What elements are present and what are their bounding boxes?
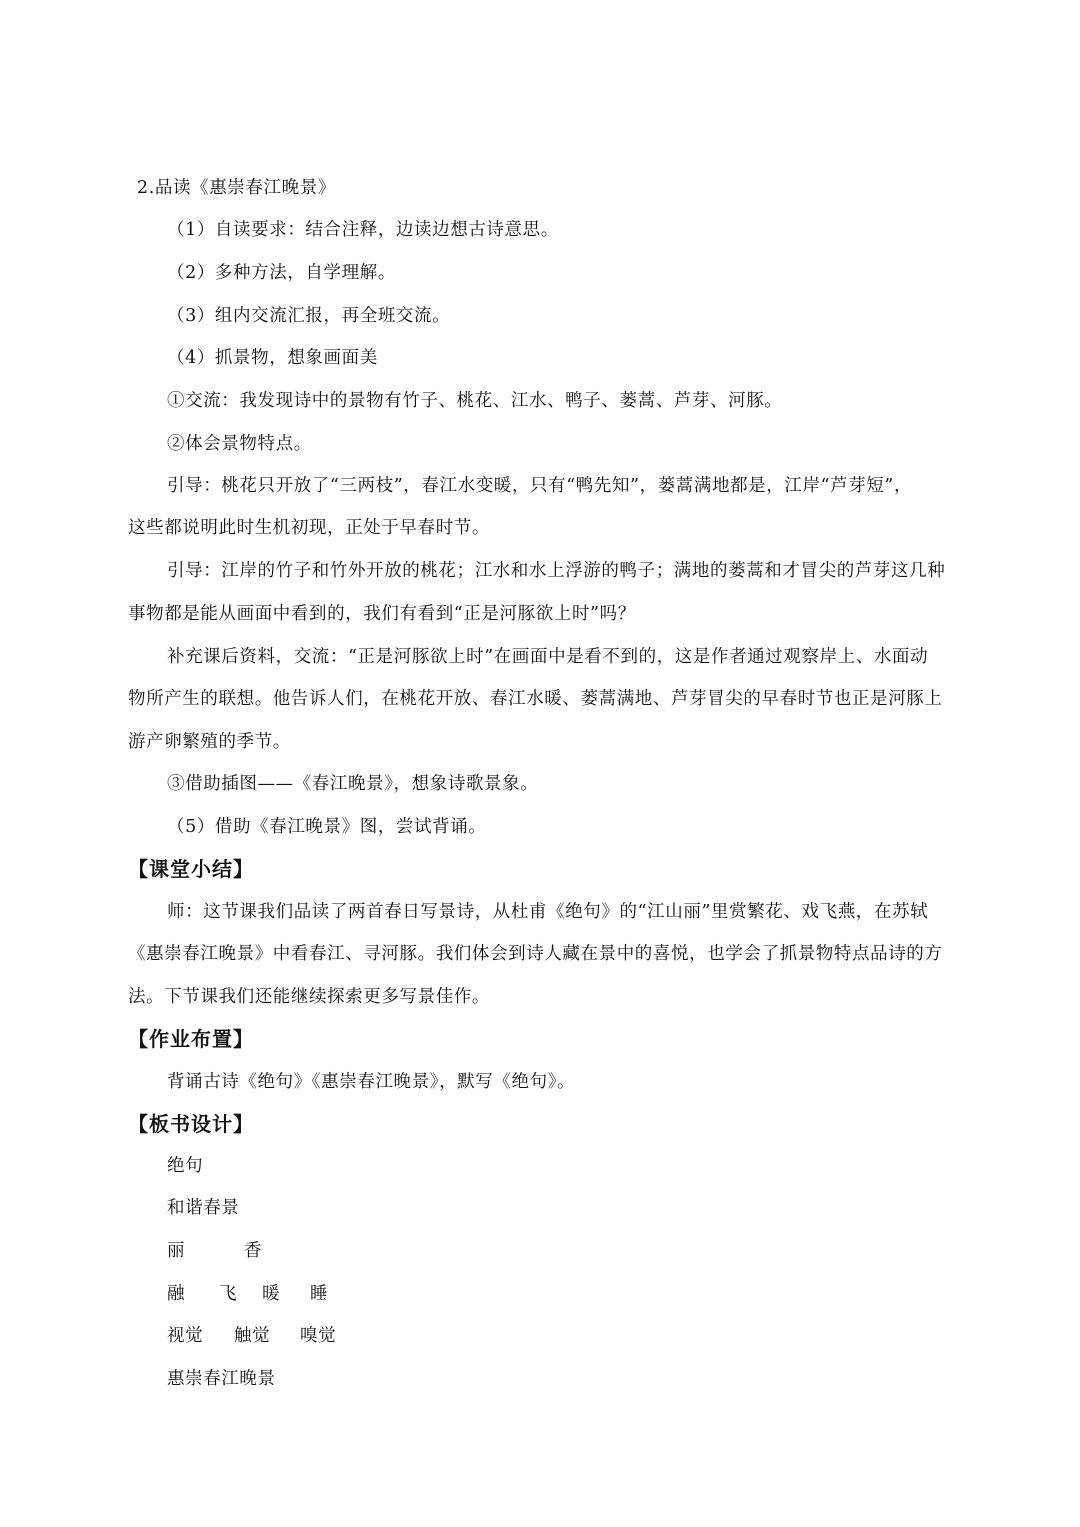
summary-line-2: 《惠崇春江晚景》中看春江、寻河豚。我们体会到诗人藏在景中的喜悦，也学会了抓景物特点品诗的方 — [128, 944, 943, 964]
board-word: 丽 — [167, 1241, 186, 1261]
board-word: 飞 — [219, 1284, 238, 1304]
guide1-line-2: 这些都说明此时生机初现，正处于早春时节。 — [128, 518, 490, 538]
board-word: 融 — [167, 1284, 186, 1304]
supplement-line-1: 补充课后资料，交流：“正是河豚欲上时”在画面中是看不到的，这是作者通过观察岸上、水面动 — [167, 647, 929, 667]
step-2: （2）多种方法，自学理解。 — [167, 263, 396, 283]
supplement-line-3: 游产卵繁殖的季节。 — [128, 732, 291, 752]
board-word: 暖 — [262, 1284, 281, 1304]
supplement-line-2: 物所产生的联想。他告诉人们，在桃花开放、春江水暖、蒌蒿满地、芦芽冒尖的早春时节也正是河豚上 — [128, 689, 943, 709]
board-poem2: 惠崇春江晚景 — [167, 1369, 276, 1389]
guide2-line-1: 引导：江岸的竹子和竹外开放的桃花；江水和水上浮游的鸭子；满地的蒌蒿和才冒尖的芦芽这几种 — [167, 561, 946, 581]
summary-heading: 【课堂小结】 — [128, 857, 254, 881]
step-1: （1）自读要求：结合注释，边读边想古诗意思。 — [167, 220, 559, 240]
step-3: （3）组内交流汇报，再全班交流。 — [167, 306, 451, 326]
homework-heading: 【作业布置】 — [128, 1027, 254, 1051]
exchange-paragraph: ①交流：我发现诗中的景物有竹子、桃花、江水、鸭子、蒌蒿、芦芽、河豚。 — [167, 391, 783, 411]
section-title: 2.品读《惠崇春江晚景》 — [137, 178, 336, 198]
board-heading: 【板书设计】 — [128, 1112, 254, 1136]
board-title: 绝句 — [167, 1156, 204, 1176]
feature-paragraph: ②体会景物特点。 — [167, 434, 312, 454]
summary-line-3: 法。下节课我们还能继续探索更多写景佳作。 — [128, 987, 490, 1007]
guide1-line-1: 引导：桃花只开放了“三两枝”，春江水变暖，只有“鸭先知”，蒌蒿满地都是，江岸“芦芽短”， — [167, 476, 913, 496]
summary-line-1: 师：这节课我们品读了两首春日写景诗，从杜甫《绝句》的“江山丽”里赏繁花、戏飞燕，在苏轼 — [167, 902, 929, 922]
illustration-paragraph: ③借助插图——《春江晚景》，想象诗歌景象。 — [167, 774, 539, 794]
guide2-line-2: 事物都是能从画面中看到的，我们有看到“正是河豚欲上时”吗？ — [128, 604, 636, 624]
step-4: （4）抓景物，想象画面美 — [167, 348, 378, 368]
board-word: 睡 — [310, 1284, 329, 1304]
board-word: 视觉 — [167, 1326, 204, 1346]
board-word: 嗅觉 — [300, 1326, 337, 1346]
homework-text: 背诵古诗《绝句》《惠崇春江晚景》，默写《绝句》。 — [167, 1072, 576, 1092]
recite-paragraph: （5）借助《春江晚景》图，尝试背诵。 — [167, 817, 487, 837]
board-word: 触觉 — [234, 1326, 271, 1346]
board-word: 香 — [244, 1241, 263, 1261]
board-theme: 和谐春景 — [167, 1198, 240, 1218]
